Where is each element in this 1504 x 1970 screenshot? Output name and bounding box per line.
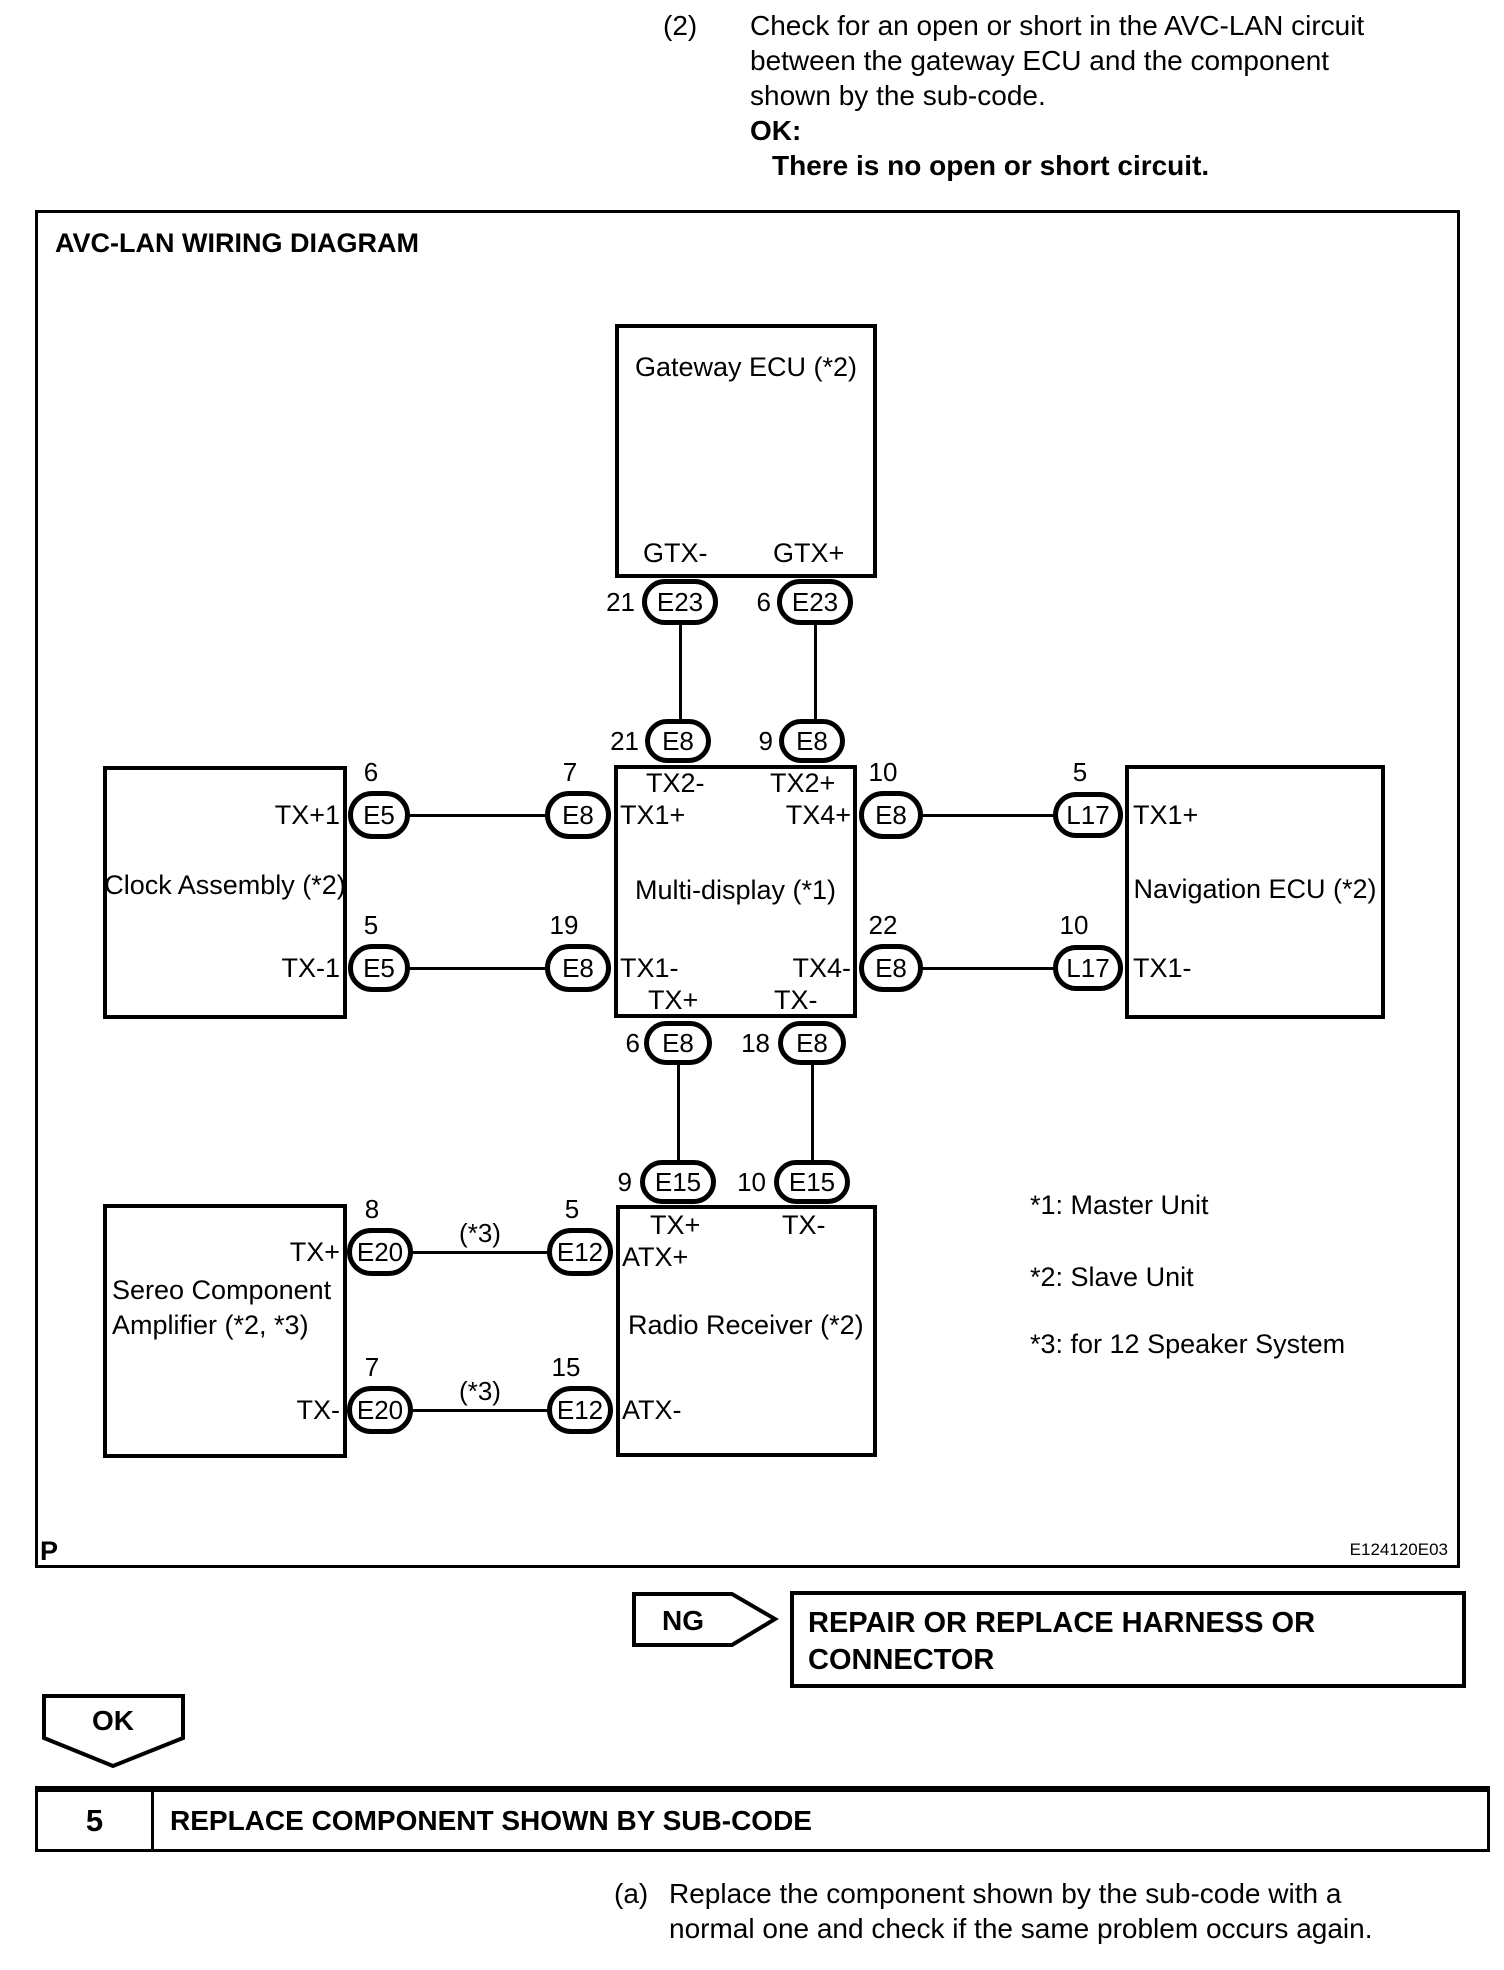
connector-l17-upper: L17 [1053,792,1123,838]
note-speaker-system: *3: for 12 Speaker System [1030,1329,1346,1359]
connector-e8-top-left: E8 [645,719,711,763]
port-tx2-minus: TX2- [646,768,705,798]
ng-action-text: REPAIR OR REPLACE HARNESS OR CONNECTOR [808,1607,1316,1676]
ng-arrow [632,1592,779,1649]
ok-criteria: There is no open or short circuit. [772,150,1210,181]
port-gtx-minus: GTX- [643,538,708,568]
connector-e12-lower: E12 [547,1386,613,1434]
note-slave-unit: *2: Slave Unit [1030,1262,1194,1292]
port-tx1-minus-nav: TX1- [1133,953,1192,983]
note-master-unit: *1: Master Unit [1030,1190,1209,1220]
pin-g2: 18 [741,1028,770,1058]
step2-marker: (2) [663,10,698,41]
wire-nav-lower [921,967,1056,970]
pin-a2: 6 [756,587,771,617]
port-atx-minus: ATX- [622,1395,682,1425]
port-gtx-plus: GTX+ [773,538,845,568]
connector-e20-upper: E20 [347,1228,413,1276]
wire-gtx-minus [679,622,682,721]
navigation-ecu-label: Navigation ECU (*2) [1133,874,1377,904]
multi-display-label: Multi-display (*1) [634,875,837,905]
step2-line-2: between the gateway ECU and the component [750,45,1330,76]
connector-e8-nav-upper: E8 [859,791,923,839]
stepa-marker: (a) [614,1878,649,1909]
pin-e2: 5 [1072,757,1088,787]
port-tx1-plus-nav: TX1+ [1133,800,1199,830]
connector-e23-right: E23 [777,579,853,625]
connector-e12-upper: E12 [547,1228,613,1276]
pin-d1: 5 [363,910,379,940]
pin-c2: 7 [562,757,578,787]
connector-e5-upper: E5 [348,791,410,839]
wire-nav-upper [921,814,1056,817]
step2-line-1: Check for an open or short in the AVC-LAN circuit [750,10,1365,41]
wire-stereo-lower [411,1409,549,1412]
pin-f1: 22 [868,910,898,940]
connector-e8-bottom-left: E8 [644,1021,712,1065]
ng-action-box [790,1591,1466,1688]
ok-arrow-label: OK [92,1705,134,1736]
connector-e8-top-right: E8 [779,719,845,763]
port-tx1-plus-multi: TX1+ [620,800,686,830]
step5-title: REPLACE COMPONENT SHOWN BY SUB-CODE [170,1804,812,1836]
wire-stereo-upper [411,1251,549,1254]
pin-e1: 10 [868,757,898,787]
port-tx-minus-stereo: TX- [296,1395,340,1425]
port-tx-minus-radio: TX- [782,1210,826,1240]
clock-assembly-label: Clock Assembly (*2) [104,870,346,900]
pin-i1: 8 [364,1194,380,1224]
wire-clock-upper [408,814,548,817]
port-tx-minus-multi: TX- [774,985,818,1015]
wire-tx-plus-down [677,1063,680,1162]
pin-d2: 19 [549,910,579,940]
connector-e23-left: E23 [642,579,718,625]
connector-e8-clock-lower: E8 [545,944,611,992]
connector-l17-lower: L17 [1053,945,1123,991]
port-tx-plus1: TX+1 [274,800,340,830]
stereo-amplifier-label-line2: Amplifier (*2, *3) [112,1310,309,1340]
connector-e20-lower: E20 [347,1386,413,1434]
connector-e8-nav-lower: E8 [859,944,923,992]
connector-e15-right: E15 [774,1160,850,1204]
pin-f2: 10 [1059,910,1089,940]
pin-j1: 7 [364,1352,380,1382]
gateway-ecu-label: Gateway ECU (*2) [634,352,858,382]
pin-h2: 10 [737,1167,766,1197]
port-tx1-minus-multi: TX1- [620,953,679,983]
step2-line-3: shown by the sub-code. [750,80,1046,111]
connector-e8-clock-upper: E8 [545,791,611,839]
port-tx-plus-radio: TX+ [650,1210,701,1240]
radio-receiver-label: Radio Receiver (*2) [628,1310,864,1340]
port-tx-minus1: TX-1 [281,953,340,983]
port-tx4-plus: TX4+ [785,800,851,830]
pin-j2: 15 [551,1352,581,1382]
connector-e8-bottom-right: E8 [778,1021,846,1065]
ok-label: OK: [750,115,802,146]
stereo-amplifier-label-line1: Sereo Component [112,1275,332,1305]
connector-e5-lower: E5 [348,944,410,992]
pin-c1: 6 [363,757,379,787]
pin-b1: 21 [610,726,639,756]
port-tx2-plus: TX2+ [770,768,836,798]
pin-i2: 5 [564,1194,580,1224]
page-marker: P [40,1536,59,1566]
wire-gtx-plus [814,622,817,721]
ok-arrow [42,1694,187,1770]
step5-box [35,1786,1490,1852]
wire-tx-minus-down [811,1063,814,1162]
pin-b2: 9 [758,726,773,756]
stepa-line-2: normal one and check if the same problem occurs again. [669,1913,1373,1944]
port-tx-plus-multi: TX+ [648,985,699,1015]
wire-clock-lower [408,967,548,970]
ng-arrow-label: NG [662,1605,704,1636]
connector-e15-left: E15 [640,1160,716,1204]
port-tx4-minus: TX4- [792,953,851,983]
port-tx-plus-stereo: TX+ [289,1237,340,1267]
port-atx-plus: ATX+ [622,1242,689,1272]
step5-number: 5 [38,1792,154,1849]
wire-note-lower: (*3) [459,1376,501,1406]
diagram-title: AVC-LAN WIRING DIAGRAM [55,228,419,258]
pin-a1: 21 [606,587,635,617]
wire-note-upper: (*3) [459,1218,501,1248]
stepa-line-1: Replace the component shown by the sub-code with a [669,1878,1342,1909]
pin-g1: 6 [625,1028,640,1058]
figure-id: E124120E03 [1349,1540,1448,1559]
pin-h1: 9 [617,1167,632,1197]
